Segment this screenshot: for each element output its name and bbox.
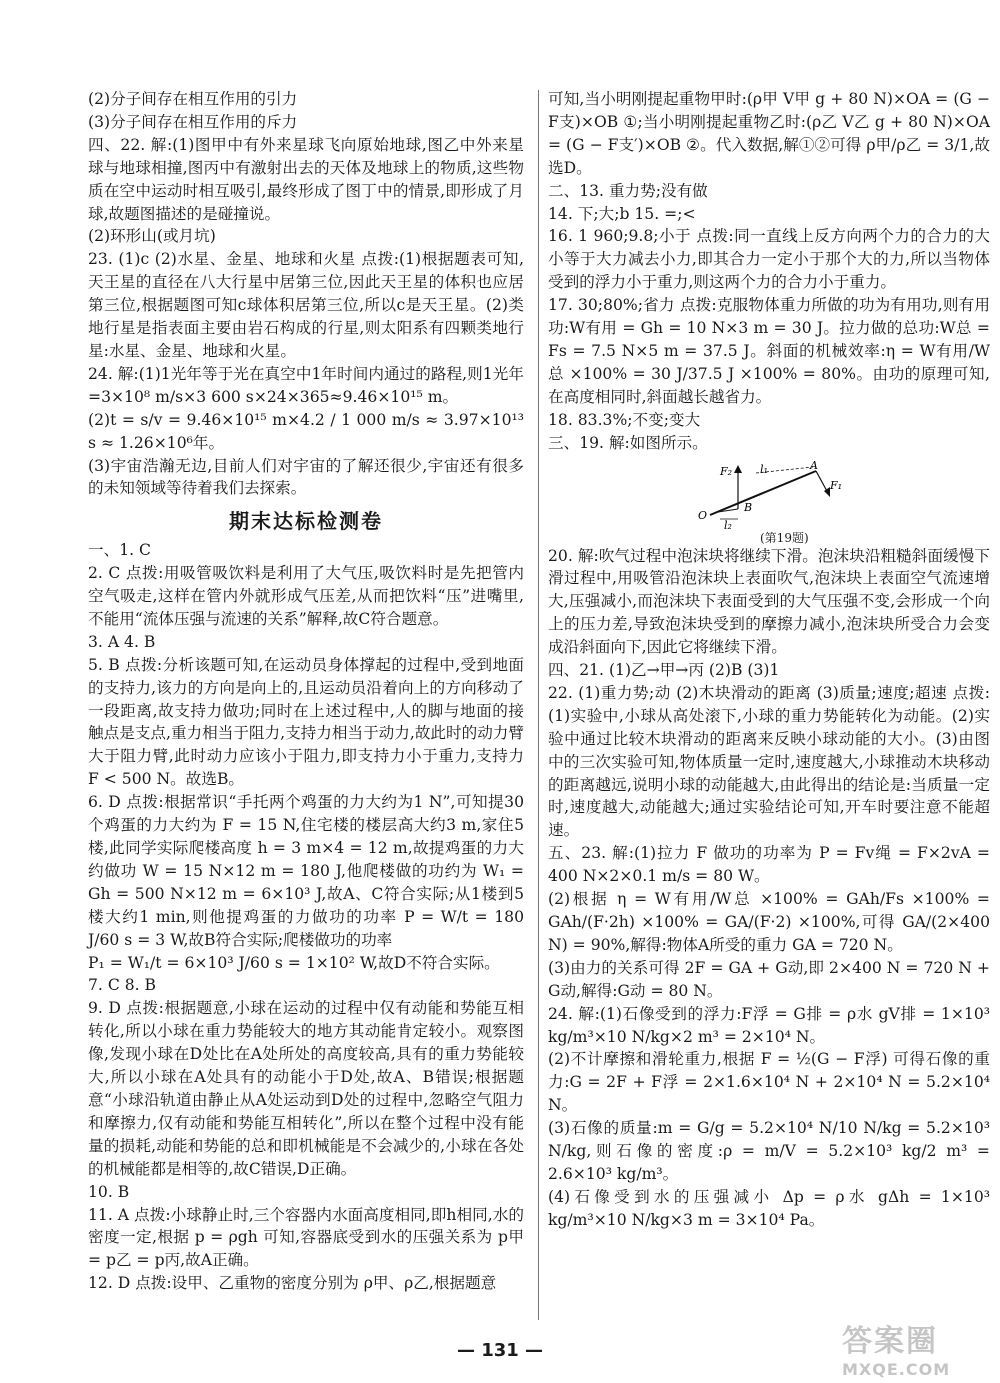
answer-24: 24. 解:(1)石像受到的浮力:F浮 = G排 = ρ水 gV排 = 1×10³ kg/m³×10 N/kg×2 m³ = 2×10⁴ N。 [548, 1004, 990, 1046]
answer-text: (2)环形山(或月坑) [88, 227, 216, 246]
answer-text: (3)由力的关系可得 2F = GA + G动,即 2×400 N = 720 N + G动,解得:G动 = 80 N。 [548, 958, 990, 1000]
force-f2-arrow [734, 465, 742, 473]
answer-14-15: 14. 下;大;b 15. =;< [548, 204, 696, 223]
answer-2: 2. C 点拨:用吸管吸饮料是利用了大气压,吸饮料时是先把管内空气吸走,这样在管内外就形成气压差,从而把饮料“压”进嘴里,不能用“流体压强与流速的关系”解释,故C符合题意。 [88, 564, 524, 628]
label-l2: l₂ [724, 518, 732, 529]
answer-1: 一、1. C [88, 541, 151, 560]
answer-23: 五、23. 解:(1)拉力 F 做功的功率为 P = Fv绳 = F×2vA = 400 N×2×0.1 m/s = 80 W。 [548, 844, 990, 886]
section-title: 期末达标检测卷 [229, 509, 383, 534]
column-divider [538, 90, 539, 1320]
answer-7-8: 7. C 8. B [88, 976, 157, 995]
answer-20: 20. 解:吹气过程中泡沫块将继续下滑。泡沫块沿粗糙斜面缓慢下滑过程中,用吸管沿泡沫块上表面吹气,泡沫块上表面空气流速增大,压强减小,而泡沫块下表面受到的大气压强不变,会形成一个向上的压力差,导致泡沫块受到的摩擦力减小,泡沫块所受合力会变成沿斜面向下,因此它将继续下滑。 [548, 546, 990, 657]
answer-22: 22. (1)重力势;动 (2)木块滑动的距离 (3)质量;速度;超速 点拨:(1)实验中,小球从高处滚下,小球的重力势能转化为动能。(2)实验中通过比较木块滑动的距离来反映小球动能的大小。(3)由图中的三次实验可知,物体质量一定时,速度越大,小球推动木块移动的距离越远,说明小球的动能越大,由此得出的结论是:当质量一定时,速度越大,动能越大;通过实验结论可知,开车时要注意不能超速。 [548, 683, 990, 840]
answer-17: 17. 30;80%;省力 点拨:克服物体重力所做的功为有用功,则有用功:W有用 = Gh = 10 N×3 m = 30 J。拉力做的总功:W总 = Fs = 7.5 N×5 m = 37.5 J。斜面的机械效率:η = W有用/W总 ×100% = 30 J/37.5 J ×100% = 80%。由功的原理可知,在高度相同时,斜面越长越省力。 [548, 296, 990, 406]
answer-16: 16. 1 960;9.8;小于 点拨:同一直线上反方向两个力的合力的大小等于大力减去小力,即其合力一定小于那个大的力,所以当物体受到的浮力小于重力,则这两个力的合力小于重力。 [548, 227, 990, 292]
answer-5: 5. B 点拨:分析该题可知,在运动员身体撑起的过程中,受到地面的支持力,该力的方向是向上的,且运动员沿着向上的方向移动了一段距离,故支持力做功;同时在上述过程中,人的脚与地面的接触点是支点,重力相当于阻力,支持力相当于动力,故此时的动力臂大于阻力臂,此时动力应该小于阻力,即支持力小于重力,支持力 F < 500 N。故选B。 [88, 655, 524, 789]
answer-24: 24. 解:(1)1光年等于光在真空中1年时间内通过的路程,则1光年=3×10⁸ m/s×3 600 s×24×365≈9.46×10¹⁵ m。 [88, 364, 524, 406]
answer-19: 三、19. 解:如图所示。 [548, 433, 708, 452]
label-l1: l₁ [760, 462, 768, 476]
label-a: A [810, 458, 818, 472]
answer-text: (2)分子间存在相互作用的引力 [88, 90, 298, 108]
answer-13: 二、13. 重力势;没有做 [548, 181, 708, 200]
answer-text: (2)不计摩擦和滑轮重力,根据 F = ½(G − F浮) 可得石像的重力:G = 2F + F浮 = 2×1.6×10⁴ N + 2×10⁴ N = 5.2×10⁴ N。 [548, 1050, 990, 1115]
label-o: O [698, 508, 708, 522]
answer-21: 四、21. (1)乙→甲→丙 (2)B (3)1 [548, 661, 780, 680]
label-b: B [744, 500, 753, 514]
answer-text: (3)石像的质量:m = G/g = 5.2×10⁴ N/10 N/kg = 5.2×10³ N/kg,则石像的密度:ρ = m/V = 5.2×10³ kg/2 m³ = 2.6×10³ kg/m³。 [548, 1119, 990, 1183]
answer-12: 12. D 点拨:设甲、乙重物的密度分别为 ρ甲、ρ乙,根据题意 [88, 1274, 497, 1293]
answer-6: 6. D 点拨:根据常识“手托两个鸡蛋的力大约为1 N”,可知提30个鸡蛋的力大约为 F = 15 N,住宅楼的楼层高大约3 m,家住5楼,此同学实际爬楼高度 h = 3 m×4 = 12 m,故提鸡蛋的力大约做功 W = 15 N×12 m = 180 J,他爬楼做的功约为 W₁ = Gh = 500 N×12 m = 6×10³ J,故A、C符合实际;从1楼到5楼大约1 min,则他提鸡蛋的力做功的功率 P = W/t = 180 J/60 s = 3 W,故B符合实际;爬楼做功的功率 [88, 793, 524, 949]
watermark-url: MXQE.COM [842, 1360, 951, 1379]
right-column [548, 88, 990, 1232]
answer-18: 18. 83.3%;不变;变大 [548, 410, 701, 429]
watermark-text: 答案圈 [842, 1324, 938, 1359]
left-column [88, 88, 524, 1295]
figure-caption: (第19题) [760, 530, 809, 545]
answer-text: (3)分子间存在相互作用的斥力 [88, 112, 298, 131]
answer-9: 9. D 点拨:根据题意,小球在运动的过程中仅有动能和势能互相转化,所以小球在重力势能较大的地方其动能肯定较小。观察图像,发现小球在D处比在A处所处的高度较高,具有的重力势能较大,所以小球在A处具有的动能小于D处,故A、B错误;根据题意“小球沿轨道由静止从A处运动到D处的过程中,忽略空气阻力和摩擦力,仅有动能和势能互相转化”,所以在整个过程中没有能量的损耗,动能和势能的总和即机械能是不会减少的,小球在各处的机械能都是相等的,故C错误,D正确。 [88, 999, 524, 1178]
answer-22: 四、22. 解:(1)图甲中有外来星球飞向原始地球,图乙中外来星球与地球相撞,图丙中有激射出去的天体及地球上的物质,这些物质在空中运动时相互吸引,最终形成了图丁中的情景,即形成了月球,故题图描述的是碰撞说。 [88, 135, 524, 223]
answer-11: 11. A 点拨:小球静止时,三个容器内水面高度相同,即h相同,水的密度一定,根据 p = ρgh 可知,容器底受到水的压强关系为 p甲 = p乙 = p丙,故A正确。 [88, 1205, 524, 1270]
label-f1: F₁ [830, 478, 843, 492]
answer-text: (2)t = s/v = 9.46×10¹⁵ m×4.2 / 1 000 m/s ≈ 3.97×10¹³ s ≈ 1.26×10⁶年。 [88, 410, 524, 452]
answer-text: P₁ = W₁/t = 6×10³ J/60 s = 1×10² W,故D不符合实际。 [88, 953, 500, 972]
lever-diagram [548, 459, 990, 543]
answer-text: (4)石像受到水的压强减小 Δp = ρ水 gΔh = 1×10³ kg/m³×10 N/kg×3 m = 3×10⁴ Pa。 [548, 1187, 990, 1229]
answer-text: (2)根据 η = W有用/W总 ×100% = GAh/Fs ×100% = GAh/(F·2h) ×100% = GA/(F·2) ×100%,可得 GA/(2×400 N) = 90%,解得:物体A所受的重力 GA = 720 N。 [548, 890, 990, 954]
answer-text: (3)宇宙浩瀚无边,目前人们对宇宙的了解还很少,宇宙还有很多的未知领域等待着我们去探索。 [88, 456, 524, 498]
watermark-logo [842, 1316, 992, 1379]
lever-diagram-svg [698, 459, 848, 529]
answer-3-4: 3. A 4. B [88, 632, 156, 651]
label-f2: F₂ [720, 464, 733, 478]
answer-10: 10. B [88, 1182, 130, 1201]
answer-text: 可知,当小明刚提起重物甲时:(ρ甲 V甲 g + 80 N)×OA = (G − F支)×OB ①;当小明刚提起重物乙时:(ρ乙 V乙 g + 80 N)×OA = (G − F支′)×OB ②。代入数据,解①②可得 ρ甲/ρ乙 = 3/1,故选D。 [548, 90, 990, 177]
answer-23: 23. (1)c (2)水星、金星、地球和火星 点拨:(1)根据题表可知,天王星的直径在八大行星中居第三位,因此天王星的体积也应居第三位,根据题图可知c球体积居第三位,所以c是天王星。(2)类地行星是指表面主要由岩石构成的行星,则太阳系有四颗类地行星:水星、金星、地球和火星。 [88, 250, 524, 360]
page-number: — 131 — [456, 1340, 544, 1361]
